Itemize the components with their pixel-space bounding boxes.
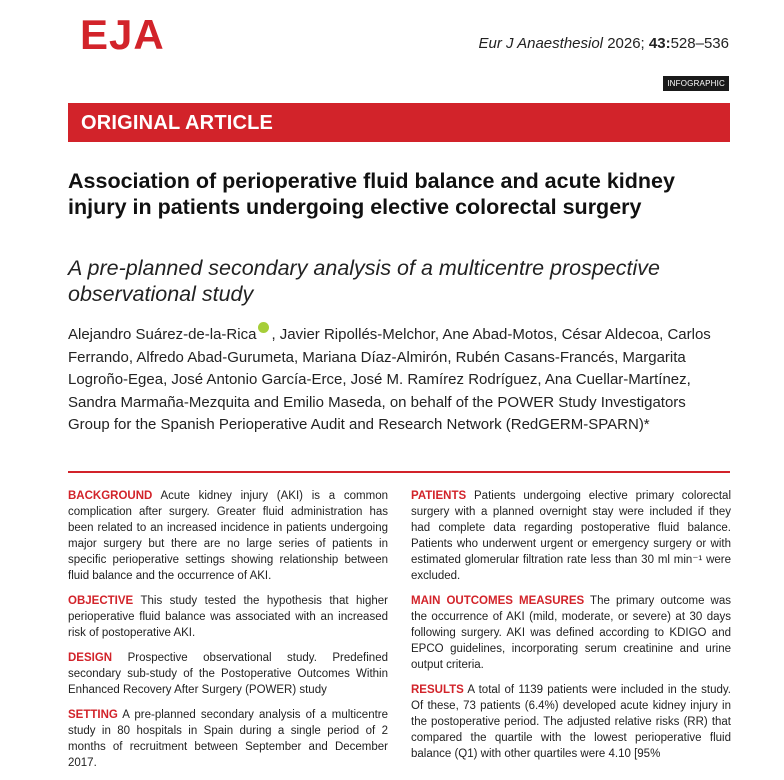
- article-title: Association of perioperative fluid balance and acute kidney injury in patients undergoing elective colorectal surgery: [68, 169, 675, 219]
- article-type-banner: [68, 103, 730, 142]
- first-author[interactable]: Alejandro Suárez-de-la-Rica: [68, 326, 257, 343]
- outcomes-heading: MAIN OUTCOMES MEASURES: [411, 595, 585, 607]
- abstract-column-left: [68, 488, 388, 780]
- abstract-outcomes: [411, 593, 731, 673]
- patients-text: Patients undergoing elective primary colorectal surgery with a planned overnight stay were included if they had complete data regarding postoperative fluid balance. Patients who underwent urgent or emergency surgery or with estimated glomerular filtration rate less than 30 ml min⁻¹ were excluded.: [411, 490, 731, 582]
- citation-year: 2026;: [607, 35, 645, 52]
- section-divider: [68, 471, 730, 473]
- abstract-objective: [68, 593, 388, 641]
- results-heading: RESULTS: [411, 684, 464, 696]
- objective-heading: OBJECTIVE: [68, 595, 134, 607]
- article-type-label: ORIGINAL ARTICLE: [81, 112, 274, 134]
- other-authors: , Javier Ripollés-Melchor, Ane Abad-Motos, César Aldecoa, Carlos Ferrando, Alfredo Abad-Gurumeta, Mariana Díaz-Almirón, Rubén Casans-Francés, Margarita Logroño-Egea, José Antonio García-Erce, José M. Ramírez Rodríguez, Ana Cuellar-Martínez, Sandra Marmaña-Mezquita and Emilio Maseda, on behalf of the POWER Study Investigators Group for the Spanish Perioperative Audit and Research Network (RedGERM-SPARN)*: [68, 326, 711, 433]
- background-heading: BACKGROUND: [68, 490, 153, 502]
- journal-logo: EJA: [80, 11, 165, 58]
- outcomes-text: The primary outcome was the occurrence of AKI (mild, moderate, or severe) at 30 days following surgery. AKI was defined according to KDIGO and EPCO guidelines, incorporating serum creatinine and urine output criteria.: [411, 595, 731, 671]
- abstract-results: [411, 682, 731, 762]
- objective-text: This study tested the hypothesis that higher perioperative fluid balance was associated with an increased risk of postoperative AKI.: [68, 595, 388, 639]
- article-subtitle: A pre-planned secondary analysis of a multicentre prospective observational study: [68, 256, 660, 306]
- abstract-design: [68, 650, 388, 698]
- setting-heading: SETTING: [68, 709, 118, 721]
- citation: [479, 35, 730, 52]
- infographic-badge[interactable]: INFOGRAPHIC: [663, 76, 729, 91]
- author-list: [68, 322, 730, 437]
- design-text: Prospective observational study. Predefined secondary sub-study of the Postoperative Outcomes Within Enhanced Recovery After Surgery (POWER) study: [68, 652, 388, 696]
- citation-pages: 528–536: [670, 35, 729, 52]
- journal-name: Eur J Anaesthesiol: [478, 35, 604, 52]
- abstract-column-right: [411, 488, 731, 771]
- citation-volume: 43:: [648, 35, 671, 52]
- setting-text: A pre-planned secondary analysis of a multicentre study in 80 hospitals in Spain during a single period of 2 months of recruitment between September and December 2017.: [68, 709, 389, 769]
- abstract-setting: [68, 707, 388, 771]
- patients-heading: PATIENTS: [411, 490, 467, 502]
- design-heading: DESIGN: [68, 652, 113, 664]
- orcid-icon[interactable]: [258, 322, 269, 333]
- abstract-background: [68, 488, 388, 584]
- background-text: Acute kidney injury (AKI) is a common complication after surgery. Greater fluid administration has been related to an increased incidence in patients undergoing major surgery but there are no large series of patients in specific perioperative settings showing relationship between fluid balance and the occurrence of AKI.: [68, 490, 389, 582]
- abstract-patients: [411, 488, 731, 584]
- results-text: A total of 1139 patients were included in the study. Of these, 73 patients (6.4%) developed acute kidney injury in the postoperative period. The adjusted relative risks (RR) that compared the quartile with the lowest perioperative fluid balance (Q1) with other quartiles were 4.10 [95%: [411, 684, 731, 760]
